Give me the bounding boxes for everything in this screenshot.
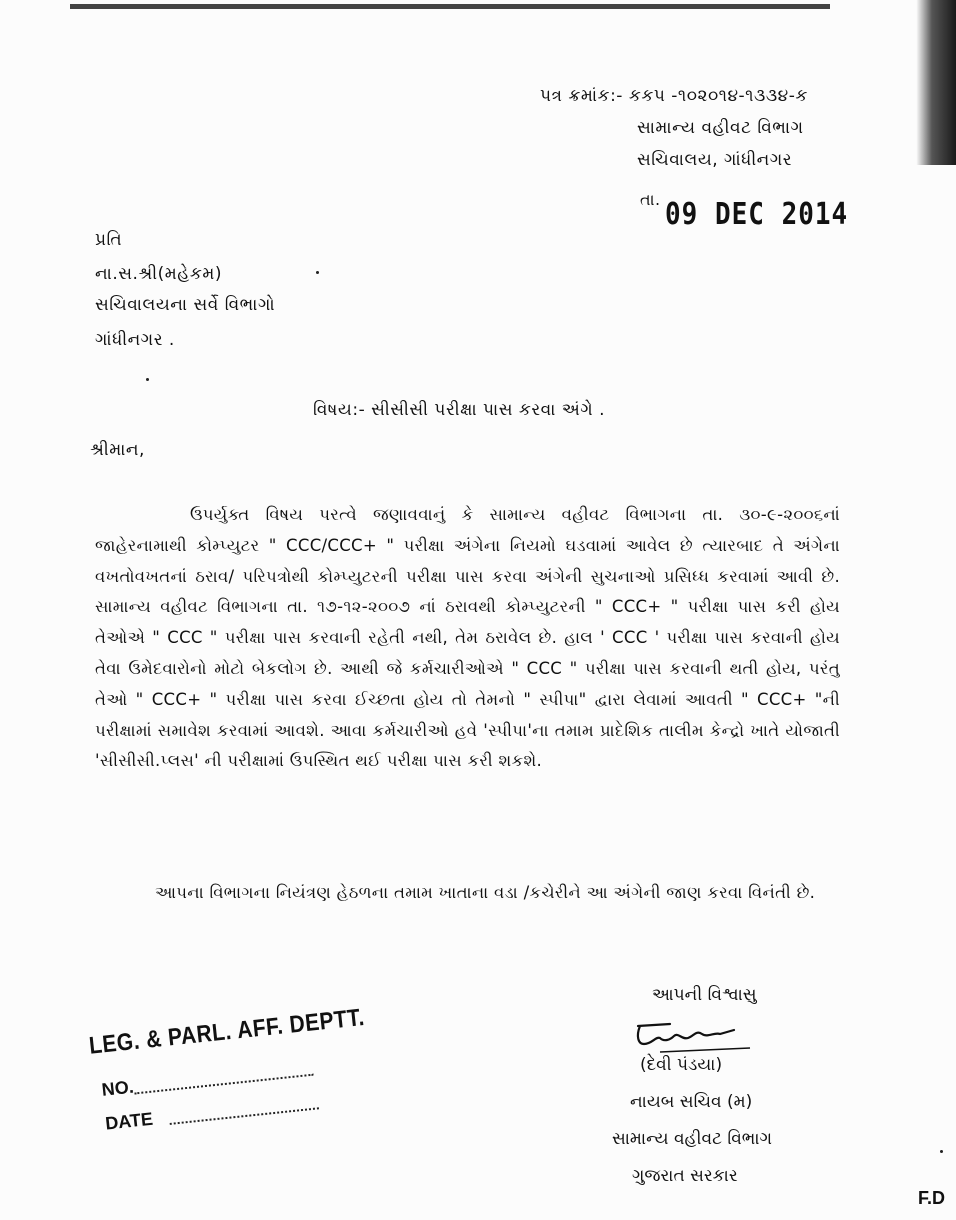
handwritten-signature — [630, 1018, 760, 1058]
corner-mark: F.D — [918, 1188, 945, 1208]
inward-stamp — [87, 1004, 366, 1150]
date-stamp: 09 DEC 2014 — [665, 197, 849, 233]
salutation: શ્રીમાન, — [90, 440, 145, 460]
stamp-date-label: DATE — [104, 1108, 154, 1134]
letter-subject: વિષય:- સીસીસી પરીક્ષા પાસ કરવા અંગે . — [313, 400, 605, 420]
signatory-government: ગુજરાત સરકાર — [632, 1166, 738, 1186]
date-label: તા. — [640, 190, 661, 209]
scan-border-right — [916, 0, 956, 165]
signatory-designation: નાયબ સચિવ (મ) — [630, 1092, 753, 1112]
recipient-line-2: સચિવાલયના સર્વે વિભાગો — [95, 295, 276, 315]
letter-reference-number: પત્ર ક્રમાંક:- કકપ -૧૦૨૦૧૪-૧૩૩૪-ક — [540, 86, 808, 106]
issuing-location: સચિવાલય, ગાંધીનગર — [637, 150, 793, 170]
recipient-line-3: ગાંધીનગર . — [95, 330, 175, 350]
issuing-department: સામાન્ય વહીવટ વિભાગ — [637, 118, 804, 138]
stamp-number-label: NO. — [100, 1076, 135, 1100]
scan-border-top — [70, 4, 830, 9]
recipient-line-1: ના.સ.શ્રી(મહેકમ) — [95, 264, 222, 284]
stamp-department-title: LEG. & PARL. AFF. DEPTT. — [87, 1004, 366, 1060]
signatory-name: (દેવી પંડયા) — [640, 1055, 723, 1075]
stamp-date-line — [170, 1107, 319, 1125]
scan-speck — [940, 1150, 943, 1153]
body-paragraph-1: ઉપર્યુક્ત વિષય પરત્વે જણાવવાનું કે સામાન્ય વહીવટ વિભાગના તા. ૩૦-૯-૨૦૦૬નાં જાહેરનામાથી કોમ્પ્યુટર " CCC/CCC+ " પરીક્ષા અંગેના નિયમો ઘડવામાં આવેલ છે ત્યારબાદ તે અંગેના વખતોવખતનાં ઠરાવ/ પરિપત્રોથી કોમ્પ્યુટરની પરીક્ષા પાસ કરવા અંગેની સુચનાઓ પ્રસિધ્ધ કરવામાં આવી છે. સામાન્ય વહીવટ વિભાગના તા. ૧૭-૧૨-૨૦૦૭ નાં ઠરાવથી કોમ્પ્યુટરની " CCC+ " પરીક્ષા પાસ કરી હોય તેઓએ " CCC " પરીક્ષા પાસ કરવાની રહેતી નથી, તેમ ઠરાવેલ છે. હાલ ' CCC ' પરીક્ષા પાસ કરવાની હોય તેવા ઉમેદવારોનો મોટો બેકલોગ છે. આથી જે કર્મચારીઓએ " CCC " પરીક્ષા પાસ કરવાની થતી હોય, પરંતુ તેઓ " CCC+ " પરીક્ષા પાસ કરવા ઈચ્છતા હોય તો તેમનો " સ્પીપા" દ્વારા લેવામાં આવતી " CCC+ "ની પરીક્ષામાં સમાવેશ કરવામાં આવશે. આવા કર્મચારીઓ હવે 'સ્પીપા'ના તમામ પ્રાદેશિક તાલીમ કેન્દ્રો ખાતે યોજાતી 'સીસીસી.પ્લસ' ની પરીક્ષામાં ઉપસ્થિત થઈ પરીક્ષા પાસ કરી શકશે. — [95, 505, 840, 771]
stamp-number-line — [134, 1074, 313, 1095]
scan-speck — [146, 378, 149, 381]
body-paragraph-2: આપના વિભાગના નિયંત્રણ હેઠળના તમામ ખાતાના વડા /કચેરીને આ અંગેની જાણ કરવા વિનંતી છે. — [155, 883, 816, 902]
signatory-department: સામાન્ય વહીવટ વિભાગ — [612, 1129, 772, 1149]
recipient-prefix: પ્રતિ — [95, 230, 123, 250]
signature-closing: આપની વિશ્વાસુ — [652, 985, 757, 1005]
scan-speck — [316, 271, 319, 274]
